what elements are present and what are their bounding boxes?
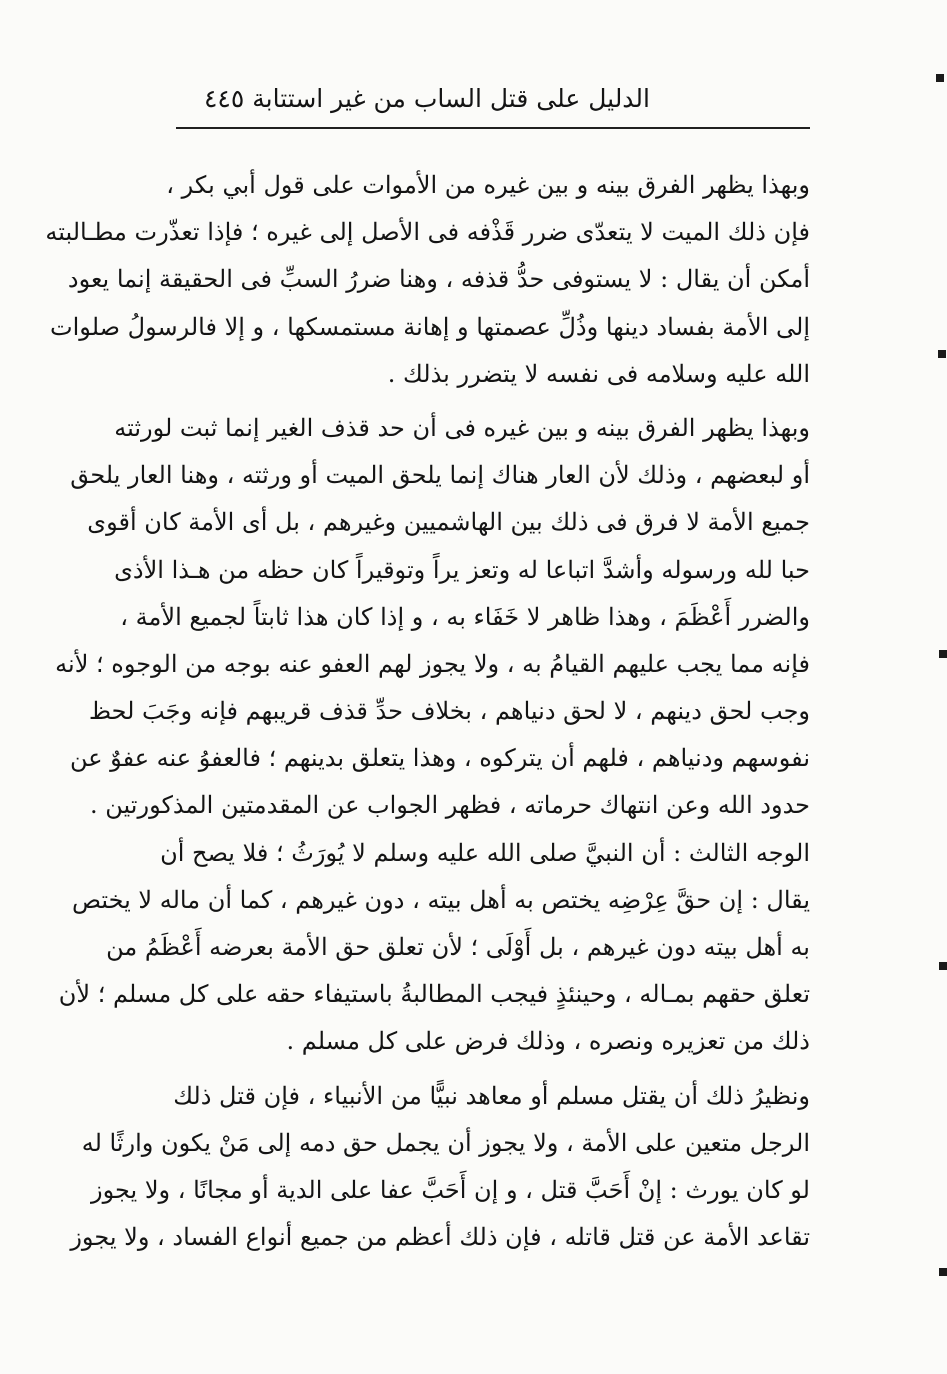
text-line: وبهذا يظهر الفرق بينه و بين غيره من الأموات على قول أبي بكر ، [166, 171, 810, 199]
margin-mark [936, 74, 944, 82]
text-line: أمكن أن يقال : لا يستوفى حدُّ قذفه ، وهنا ضررُ السبِّ فى الحقيقة إنما يعود [67, 265, 810, 294]
margin-mark [939, 962, 947, 970]
text-line: نفوسهم ودنياهم ، فلهم أن يتركوه ، وهذا يتعلق بدينهم ؛ فالعفوُ عنه عفوٌ عن [69, 744, 810, 773]
text-line: فإنه مما يجب عليهم القيامُ به ، ولا يجوز لهم العفو عنه بوجه من الوجوه ؛ لأنه [55, 649, 810, 678]
header-rule [176, 127, 810, 129]
text-line: حبا لله ورسوله وأشدَّ اتباعا له وتعز يراً وتوقيراً كان حظه من هـذا الأذى [114, 555, 810, 584]
page-number: ٤٤٥ [204, 84, 245, 113]
text-line: الرجل متعين على الأمة ، ولا يجوز أن يجمل حق دمه إلى مَنْ يكون وارثًا له [81, 1128, 810, 1157]
text-line: يقال : إن حقَّ عِرْضِه يختص به أهل بيته ، دون غيرهم ، كما أن ماله لا يختص [71, 885, 810, 914]
text-line: الله عليه وسلامه فى نفسه لا يتضرر بذلك . [387, 359, 810, 388]
text-line: به أهل بيته دون غيرهم ، بل أَوْلَى ؛ لأن تعلق حق الأمة بعرضه أَعْظَمُ من [106, 933, 810, 961]
text-line: وبهذا يظهر الفرق بينه و بين غيره فى أن حد قذف الغير إنما ثبت لورثته [114, 413, 810, 442]
margin-mark [939, 1268, 947, 1276]
text-line: حدود الله وعن انتهاك حرماته ، فظهر الجواب عن المقدمتين المذكورتين . [90, 791, 810, 820]
body-text [45, 162, 810, 1261]
running-title: الدليل على قتل الساب من غير استتابة [252, 84, 650, 113]
text-line: والضرر أَعْظَمَ ، وهذا ظاهر لا خَفَاء به ، و إذا كان هذا ثابتاً لجميع الأمة ، [120, 602, 810, 631]
margin-mark [939, 650, 947, 658]
text-line: ذلك من تعزيره ونصره ، وذلك فرض على كل مسلم . [286, 1027, 810, 1056]
text-line: وجب لحق دينهم ، لا لحق دنياهم ، بخلاف حدِّ قذف قريبهم فإنه وجَبَ لحظ [88, 697, 810, 726]
text-line: جميع الأمة لا فرق فى ذلك بين الهاشميين وغيرهم ، بل أى الأمة كان أقوى [87, 508, 810, 537]
text-line: تعلق حقهم بمـاله ، وحينئذٍ فيجب المطالبةُ باستيفاء حقه على كل مسلم ؛ لأن [58, 980, 810, 1009]
margin-mark [938, 350, 946, 358]
text-line: تقاعد الأمة عن قتل قاتله ، فإن ذلك أعظم من جميع أنواع الفساد ، ولا يجوز [70, 1223, 810, 1252]
text-line: الوجه الثالث : أن النبيَّ صلى الله عليه وسلم لا يُورَثُ ؛ فلا يصح أن [160, 838, 810, 867]
text-line: فإن ذلك الميت لا يتعدّى ضرر قَذْفه فى الأصل إلى غيره ؛ فإذا تعذّرت مطـالبته [45, 218, 810, 247]
text-line: إلى الأمة بفساد دينها وذُلِّ عصمتها و إهانة مستمسكها ، و إلا فالرسولُ صلوات [50, 312, 810, 341]
text-line: لو كان يورث : إنْ أَحَبَّ قتل ، و إن أَحَبَّ عفا على الدية أو مجانًا ، ولا يجوز [91, 1175, 810, 1204]
page-header [196, 82, 650, 122]
text-line: ونظيرُ ذلك أن يقتل مسلم أو معاهد نبيًّا من الأنبياء ، فإن قتل ذلك [173, 1081, 810, 1110]
text-line: أو لبعضهم ، وذلك لأن العار هناك إنما يلحق الميت أو ورثته ، وهنا العار يلحق [70, 461, 810, 490]
